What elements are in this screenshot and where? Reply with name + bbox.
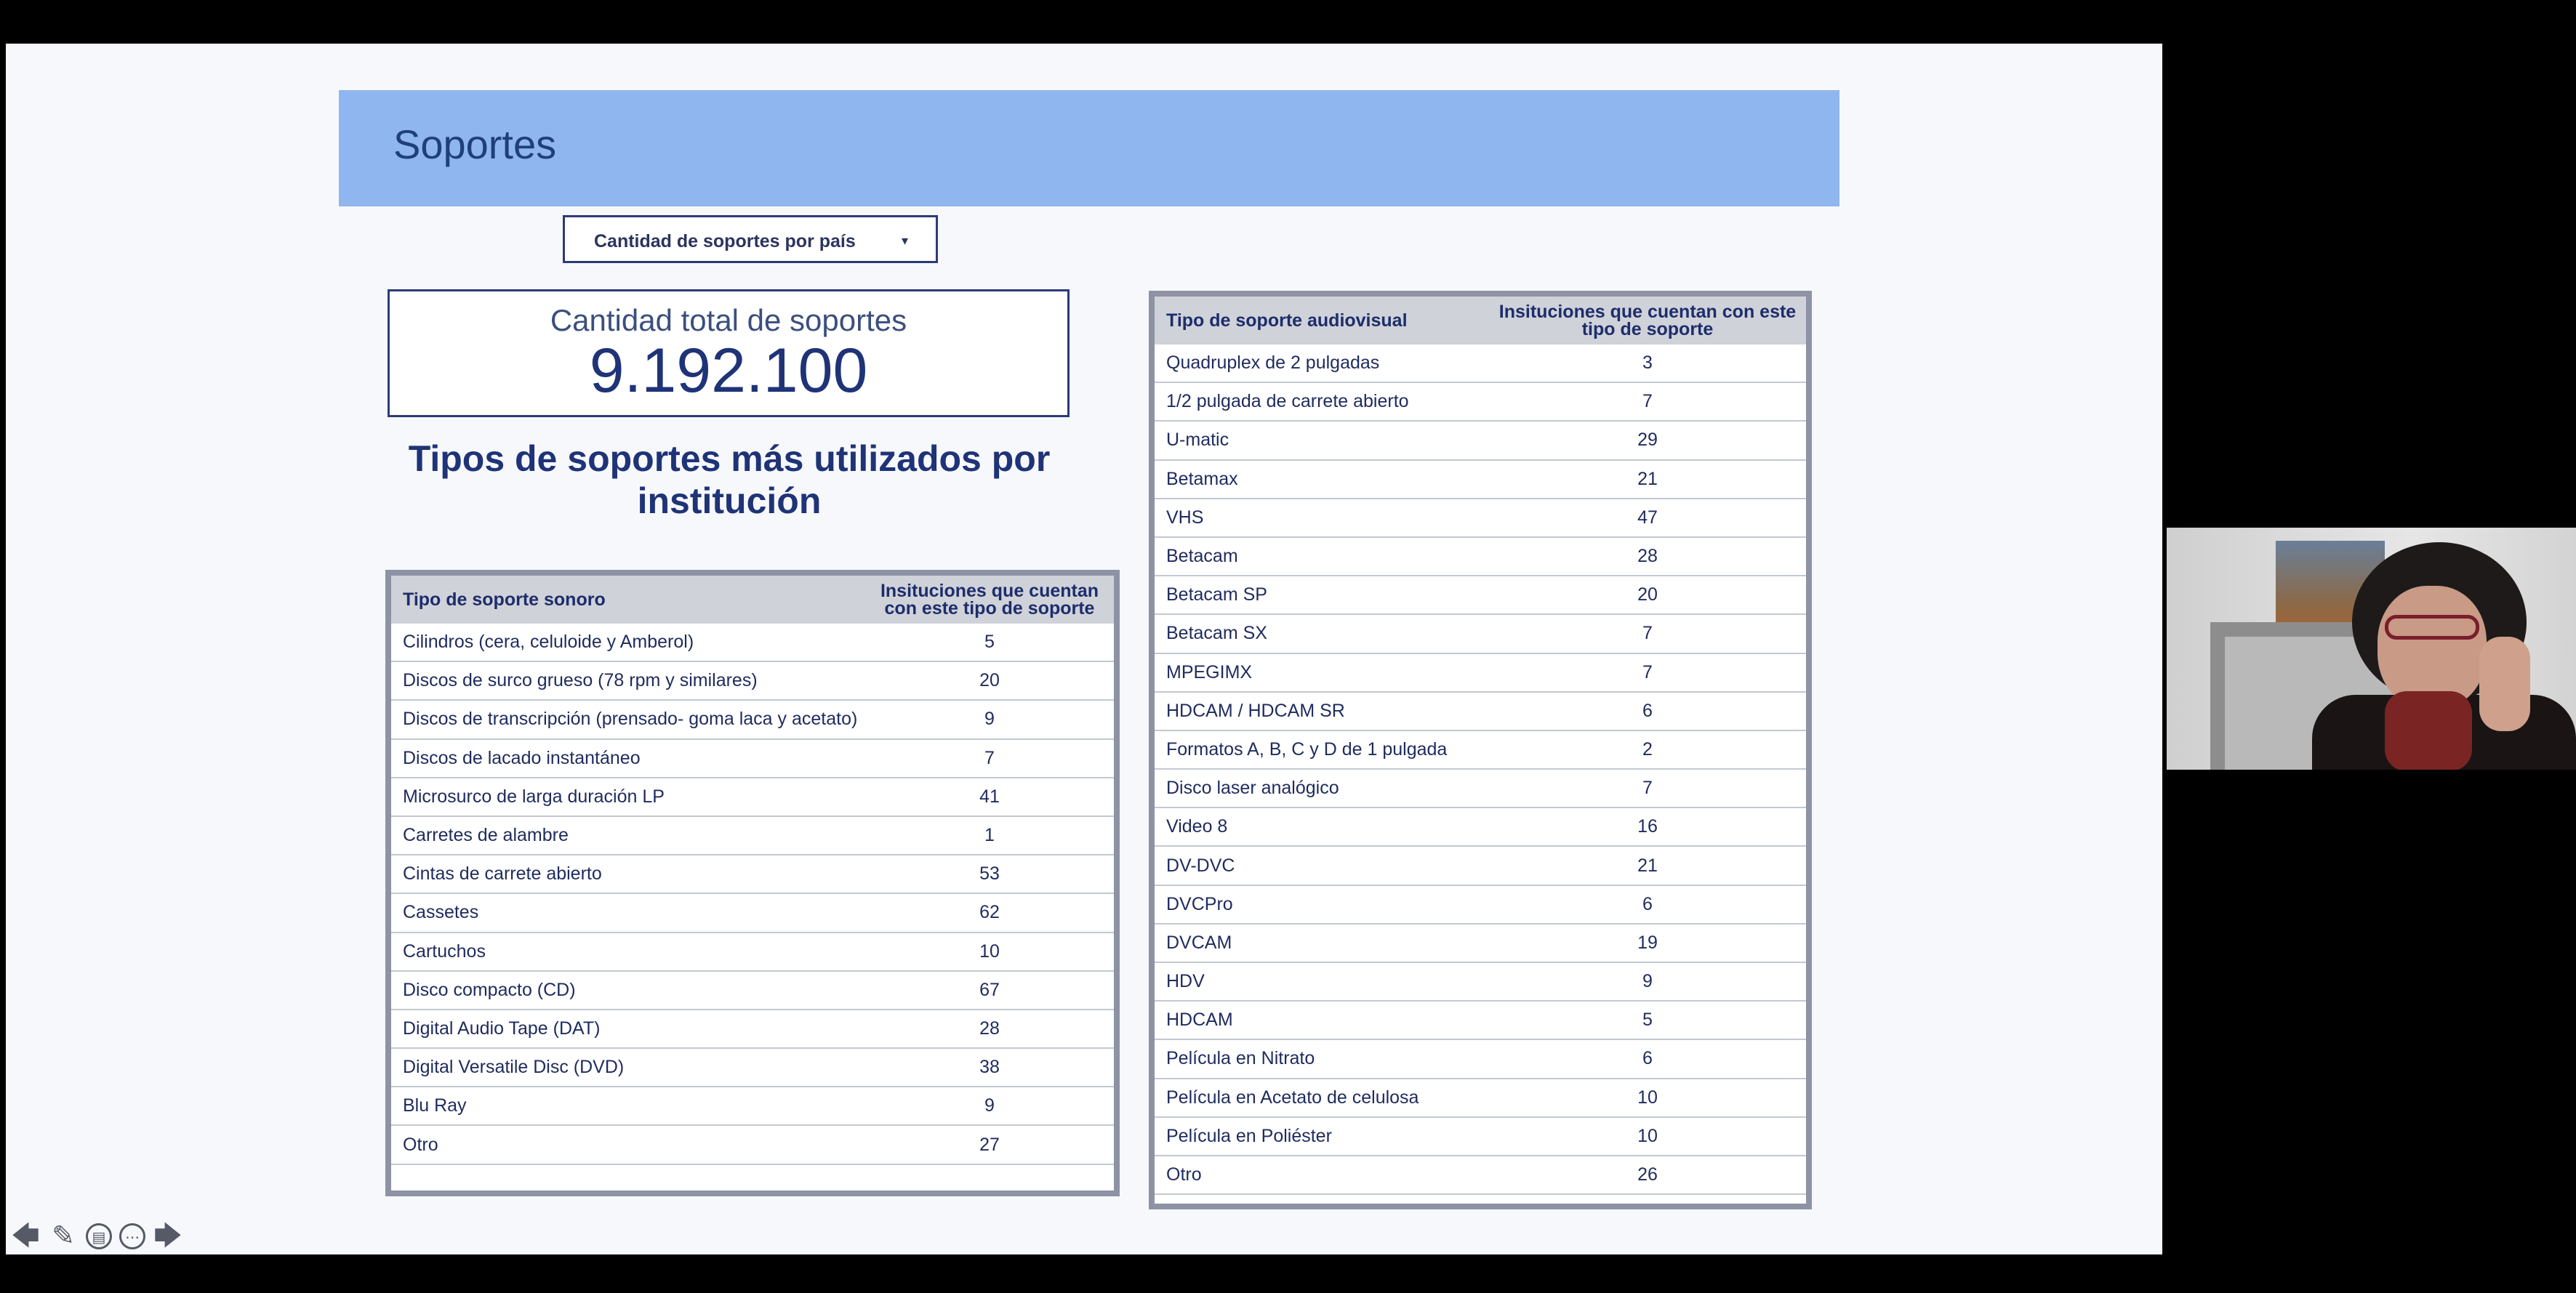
institution-count-cell: 9: [1642, 971, 1653, 992]
support-type-cell: Película en Poliéster: [1166, 1125, 1332, 1146]
presentation-slide: [6, 44, 2162, 1254]
table-row: [1155, 925, 1806, 963]
institution-count-cell: 20: [979, 670, 1000, 691]
table-row: [1155, 963, 1806, 1002]
table-row: [1155, 1079, 1806, 1118]
support-type-cell: 1/2 pulgada de carrete abierto: [1166, 391, 1409, 412]
institution-count-cell: 7: [1642, 391, 1653, 412]
table-row: [391, 894, 1114, 933]
support-type-cell: Betacam SX: [1166, 623, 1267, 644]
table-row: [1155, 770, 1806, 808]
support-type-cell: DVCPro: [1166, 893, 1233, 914]
table-row: [1155, 1118, 1806, 1156]
table-row: [1155, 1002, 1806, 1040]
institution-count-cell: 20: [1637, 584, 1658, 605]
institution-count-cell: 29: [1637, 430, 1658, 451]
table-row: [1155, 461, 1806, 499]
institution-count-cell: 2: [1642, 738, 1653, 760]
chevron-down-icon: ▾: [901, 233, 908, 248]
support-type-cell: Película en Acetato de celulosa: [1166, 1087, 1419, 1108]
support-type-cell: Discos de surco grueso (78 rpm y similares): [403, 670, 758, 691]
table-row: [1155, 847, 1806, 885]
institution-count-cell: 7: [984, 747, 995, 768]
section-title: Tipos de soportes más utilizados por institución: [408, 438, 1051, 521]
slide-title: Soportes: [393, 121, 557, 167]
table-row: [391, 778, 1114, 817]
column-header-count: Insituciones que cuentan con este tipo de soporte: [1498, 302, 1797, 339]
table-row: [1155, 654, 1806, 693]
support-type-cell: Blu Ray: [403, 1095, 467, 1116]
institution-count-cell: 21: [1637, 468, 1658, 489]
support-type-cell: Betacam: [1166, 546, 1238, 567]
table-row: [391, 1049, 1114, 1087]
support-type-cell: Digital Audio Tape (DAT): [403, 1018, 601, 1039]
support-type-cell: HDV: [1166, 971, 1205, 992]
table-row: [391, 740, 1114, 778]
slideshow-controls: [10, 1221, 183, 1252]
support-type-cell: DV-DVC: [1166, 855, 1235, 876]
table-row: [391, 1126, 1114, 1164]
table-row: [1155, 1156, 1806, 1195]
institution-count-cell: 10: [979, 940, 1000, 962]
table-row: [1155, 886, 1806, 925]
presenter-webcam-video: [2167, 528, 2576, 770]
table-header: [391, 576, 1114, 624]
support-type-cell: Película en Nitrato: [1166, 1048, 1315, 1069]
arrow-right-icon[interactable]: 🡆: [153, 1221, 182, 1252]
support-type-cell: HDCAM: [1166, 1010, 1233, 1031]
sound-supports-table: [385, 570, 1120, 1196]
institution-count-cell: 16: [1637, 816, 1658, 837]
support-type-cell: Otro: [403, 1134, 438, 1155]
support-type-cell: Disco laser analógico: [1166, 778, 1339, 799]
support-type-cell: Betamax: [1166, 468, 1238, 489]
country-filter-dropdown[interactable]: [563, 215, 938, 263]
support-type-cell: HDCAM / HDCAM SR: [1166, 700, 1345, 721]
institution-count-cell: 9: [984, 1095, 995, 1116]
table-row: [1155, 808, 1806, 847]
institution-count-cell: 7: [1642, 661, 1653, 682]
table-row: [1155, 383, 1806, 422]
institution-count-cell: 10: [1637, 1125, 1658, 1146]
table-row: [1155, 499, 1806, 538]
institution-count-cell: 10: [1637, 1087, 1658, 1108]
table-row: [391, 1087, 1114, 1126]
total-supports-card: [388, 289, 1070, 417]
institution-count-cell: 47: [1637, 507, 1658, 528]
table-row: [391, 701, 1114, 739]
table-body: [1155, 345, 1806, 1195]
column-header-count: Insituciones que cuentan con este tipo de soporte: [880, 581, 1099, 619]
table-row: [1155, 731, 1806, 770]
table-row: [1155, 576, 1806, 615]
table-row: [391, 817, 1114, 855]
table-row: [1155, 693, 1806, 731]
pen-icon[interactable]: ✎: [52, 1221, 75, 1252]
support-type-cell: Digital Versatile Disc (DVD): [403, 1057, 625, 1078]
table-row: [391, 662, 1114, 701]
support-type-cell: Cartuchos: [403, 940, 486, 962]
institution-count-cell: 6: [1642, 893, 1653, 914]
audiovisual-supports-table: [1149, 291, 1812, 1209]
institution-count-cell: 19: [1637, 932, 1658, 953]
table-row: [1155, 422, 1806, 460]
support-type-cell: Cintas de carrete abierto: [403, 863, 602, 885]
table-row: [391, 972, 1114, 1010]
table-row: [391, 624, 1114, 662]
table-row: [1155, 345, 1806, 383]
institution-count-cell: 62: [979, 902, 1000, 923]
institution-count-cell: 9: [984, 709, 995, 730]
table-row: [1155, 538, 1806, 576]
support-type-cell: MPEGIMX: [1166, 661, 1253, 682]
institution-count-cell: 53: [979, 863, 1000, 885]
institution-count-cell: 28: [979, 1018, 1000, 1039]
institution-count-cell: 26: [1637, 1164, 1658, 1185]
institution-count-cell: 41: [979, 786, 1000, 807]
institution-count-cell: 21: [1637, 855, 1658, 876]
more-icon[interactable]: ⋯: [119, 1223, 145, 1249]
institution-count-cell: 1: [984, 825, 995, 846]
support-type-cell: VHS: [1166, 507, 1204, 528]
institution-count-cell: 38: [979, 1057, 1000, 1078]
institution-count-cell: 5: [984, 632, 995, 653]
institution-count-cell: 3: [1642, 353, 1653, 374]
total-supports-value: 9.192.100: [589, 336, 868, 406]
table-row: [391, 855, 1114, 894]
support-type-cell: Video 8: [1166, 816, 1228, 837]
institution-count-cell: 7: [1642, 778, 1653, 799]
dropdown-selected-value: Cantidad de soportes por país: [594, 231, 856, 251]
support-type-cell: Otro: [1166, 1164, 1202, 1185]
total-supports-label: Cantidad total de soportes: [550, 303, 907, 337]
support-type-cell: Cilindros (cera, celuloide y Amberol): [403, 632, 694, 653]
table-header: [1155, 297, 1806, 345]
support-type-cell: Discos de transcripción (prensado- goma laca y acetato): [403, 709, 858, 730]
support-type-cell: Disco compacto (CD): [403, 979, 576, 1000]
support-type-cell: Cassetes: [403, 902, 479, 923]
table-row: [391, 1010, 1114, 1049]
support-type-cell: Quadruplex de 2 pulgadas: [1166, 353, 1380, 374]
institution-count-cell: 28: [1637, 546, 1658, 567]
column-header-type: Tipo de soporte sonoro: [403, 589, 606, 610]
institution-count-cell: 7: [1642, 623, 1653, 644]
support-type-cell: Microsurco de larga duración LP: [403, 786, 665, 807]
subtitles-icon[interactable]: ▤: [86, 1223, 112, 1249]
support-type-cell: DVCAM: [1166, 932, 1232, 953]
support-type-cell: Discos de lacado instantáneo: [403, 747, 641, 768]
table-body: [391, 624, 1114, 1165]
table-row: [391, 933, 1114, 972]
support-type-cell: U-matic: [1166, 430, 1229, 451]
support-type-cell: Carretes de alambre: [403, 825, 569, 846]
institution-count-cell: 67: [979, 979, 1000, 1000]
institution-count-cell: 27: [979, 1134, 1000, 1155]
support-type-cell: Formatos A, B, C y D de 1 pulgada: [1166, 738, 1448, 760]
institution-count-cell: 6: [1642, 700, 1653, 721]
institution-count-cell: 6: [1642, 1048, 1653, 1069]
support-type-cell: Betacam SP: [1166, 584, 1267, 605]
slide-header: [339, 90, 1839, 206]
institution-count-cell: 5: [1642, 1010, 1653, 1031]
table-row: [1155, 615, 1806, 653]
arrow-left-icon[interactable]: 🡄: [11, 1221, 40, 1252]
table-row: [1155, 1040, 1806, 1079]
column-header-type: Tipo de soporte audiovisual: [1166, 310, 1408, 331]
